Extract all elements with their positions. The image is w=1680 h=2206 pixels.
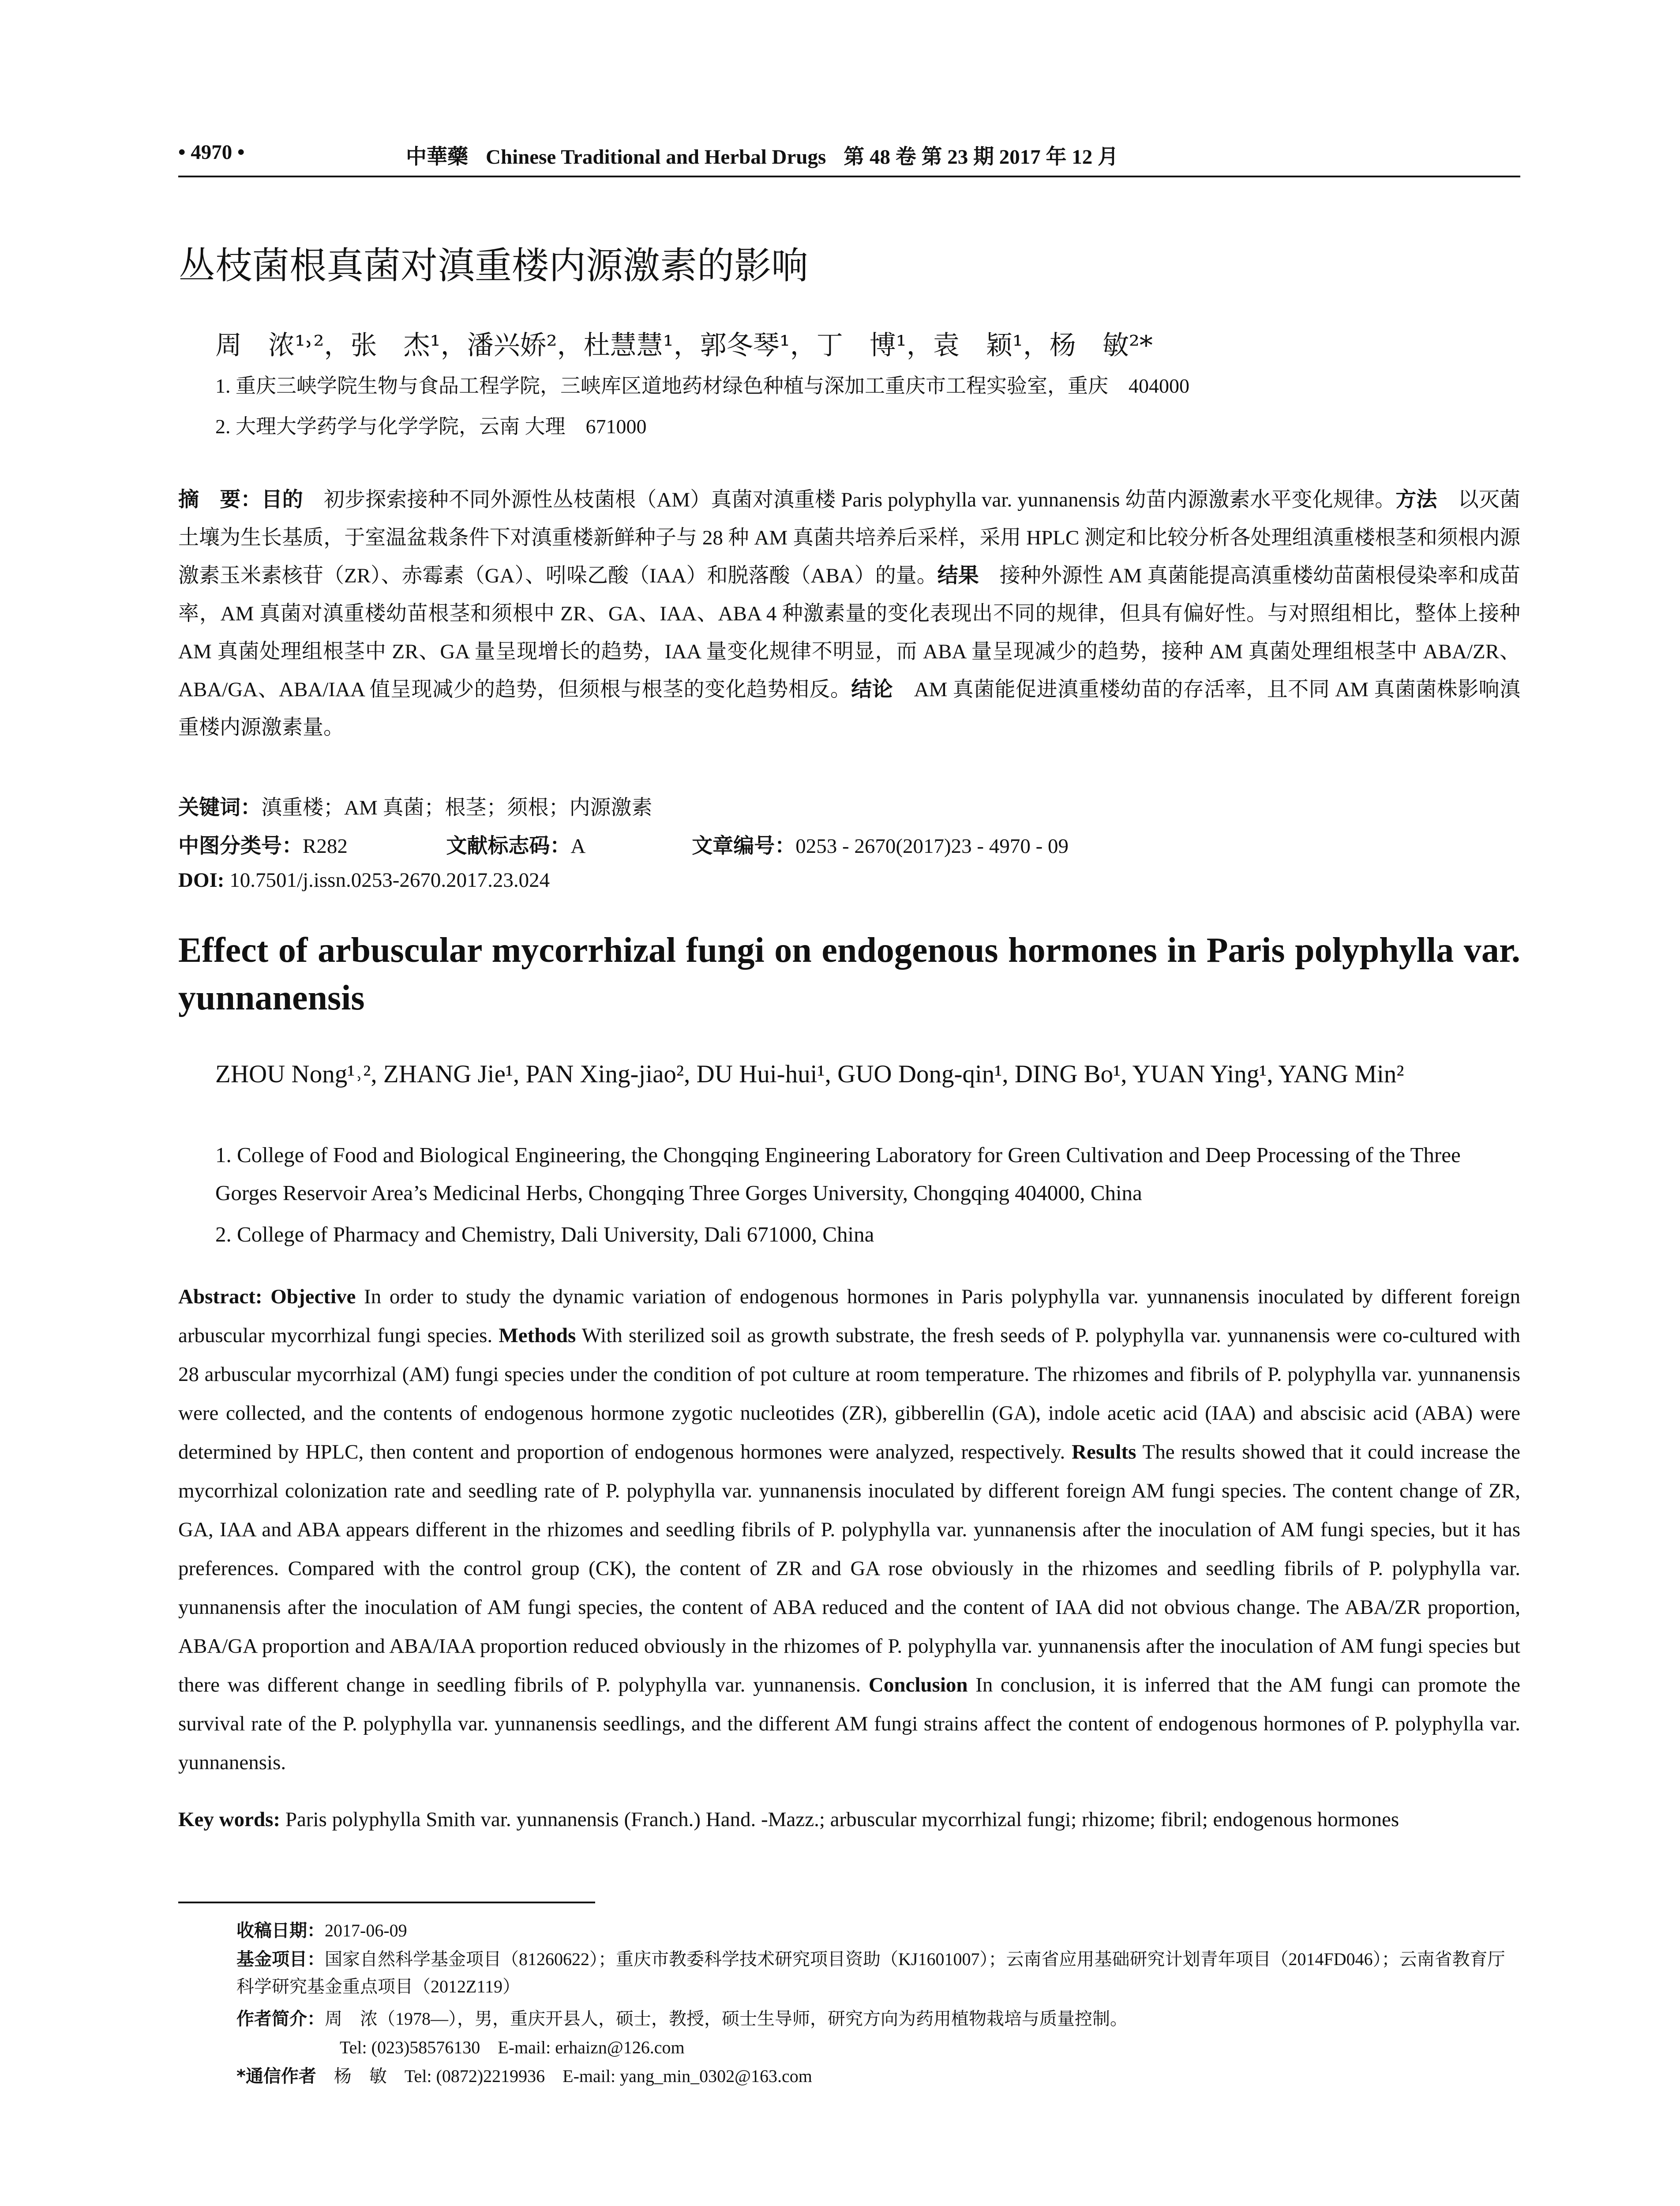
cn-keywords-label: 关键词： — [178, 795, 261, 820]
author-bio-label: 作者简介： — [236, 2009, 325, 2029]
en-keywords: Paris polyphylla Smith var. yunnanensis (Franch.) Hand. -Mazz.; arbuscular mycorrhizal fungi; rhizome; fibril; endogenous hormones — [280, 1808, 1399, 1831]
fund-text: 国家自然科学基金项目（81260622）；重庆市教委科学技术研究项目资助（KJ1601007）；云南省应用基础研究计划青年项目（2014FD046）；云南省教育厅科学研究基金重点项目（2012Z119） — [236, 1949, 1505, 1996]
cn-objective: 初步探索接种不同外源性丛枝菌根（AM）真菌对滇重楼 Paris polyphylla var. yunnanensis 幼苗内源激素水平变化规律。 — [303, 488, 1396, 511]
journal-issue: 第 48 卷 第 23 期 2017 年 12 月 — [844, 146, 1119, 169]
cn-keywords: 滇重楼；AM 真菌；根茎；须根；内源激素 — [261, 796, 652, 819]
cn-results: 接种外源性 AM 真菌能提高滇重楼幼苗菌根侵染率和成苗率，AM 真菌对滇重楼幼苗根茎和须根中 ZR、GA、IAA、ABA 4 种激素量的变化表现出不同的规律，但具有偏好性。与对照组相比，整体上接种 AM 真菌处理组根茎中 ZR、GA 量呈现增长的趋势，IAA 量变化规律不明显，而 ABA 量呈现减少的趋势，接种 AM 真菌处理组根茎中 ABA/ZR、ABA/GA、ABA/IAA 值呈现减少的趋势，但须根与根茎的变化趋势相反。 — [178, 564, 1521, 701]
author-contact: Tel: (023)58576130 E-mail: erhaizn@126.com — [340, 2037, 685, 2057]
author-bio: 周 浓（1978—），男，重庆开县人，硕士，教授，硕士生导师，研究方向为药用植物栽培与质量控制。 — [325, 2009, 1128, 2029]
en-title: Effect of arbuscular mycorrhizal fungi on endogenous hormones in Paris polyphylla var. yunnanensis — [178, 931, 1520, 1017]
cn-affiliation-1: 1. 重庆三峡学院生物与食品工程学院，三峡库区道地药材绿色种植与深加工重庆市工程实验室，重庆 404000 — [215, 375, 1189, 397]
cn-abstract — [178, 481, 1520, 747]
cn-methods: 以灭菌土壤为生长基质，于室温盆栽条件下对滇重楼新鲜种子与 28 种 AM 真菌共培养后采样，采用 HPLC 测定和比较分析各处理组滇重楼根茎和须根内源激素玉米素核苷（ZR）、赤霉素（GA）、吲哚乙酸（IAA）和脱落酸（ABA）的量。 — [178, 488, 1521, 587]
en-keywords-label: Key words: — [178, 1808, 281, 1831]
doc-code-value: A — [570, 835, 585, 858]
cn-conclusion-label: 结论 — [851, 677, 893, 702]
cn-methods-label: 方法 — [1395, 488, 1437, 512]
clc-value: R282 — [303, 835, 348, 858]
cn-conclusion: AM 真菌能促进滇重楼幼苗的存活率，且不同 AM 真菌菌株影响滇重楼内源激素量。 — [178, 678, 1521, 739]
doi-line — [178, 868, 550, 892]
cn-classification-line — [178, 829, 1069, 859]
fund-label: 基金项目： — [236, 1949, 325, 1970]
en-methods-label: Methods — [499, 1324, 576, 1347]
article-no-label: 文章编号： — [692, 834, 796, 858]
en-keywords-line — [178, 1800, 1520, 1839]
clc-label: 中图分类号： — [178, 834, 303, 858]
cn-authors: 周 浓¹˒²，张 杰¹，潘兴娇²，杜慧慧¹，郭冬琴¹，丁 博¹，袁 颖¹，杨 敏²* — [215, 330, 1153, 361]
en-authors: ZHOU Nong¹˒², ZHANG Jie¹, PAN Xing-jiao², DU Hui-hui¹, GUO Dong-qin¹, DING Bo¹, YUAN Ying¹, YANG Min² — [215, 1060, 1404, 1088]
en-methods: With sterilized soil as growth substrate, the fresh seeds of P. polyphylla var. yunnanensis were co-cultured with 28 arbuscular mycorrhizal (AM) fungi species under the condition of pot culture at room temperature. The rhizomes and fibrils of P. polyphylla var. yunnanensis were collected, and the contents of endogenous hormone zygotic nucleotides (ZR), gibberellin (GA), indole acetic acid (IAA) and abscisic acid (ABA) were determined by HPLC, then content and proportion of endogenous hormones were analyzed, respectively. — [178, 1324, 1520, 1463]
en-affiliation-2: 2. College of Pharmacy and Chemistry, Dali University, Dali 671000, China — [215, 1222, 874, 1246]
received-date: 2017-06-09 — [325, 1921, 407, 1940]
footnote-rule — [178, 1902, 595, 1903]
article-no-value: 0253 - 2670(2017)23 - 4970 - 09 — [795, 835, 1069, 858]
corresponding-text: 杨 敏 Tel: (0872)2219936 E-mail: yang_min_0302@163.com — [316, 2066, 812, 2086]
received-label: 收稿日期： — [236, 1921, 325, 1941]
page-number: • 4970 • — [178, 141, 245, 164]
footnote-fund — [236, 1946, 1520, 2000]
en-objective: In order to study the dynamic variation of endogenous hormones in Paris polyphylla var. yunnanensis inoculated by different foreign arbuscular mycorrhizal fungi species. — [178, 1285, 1520, 1347]
en-results-label: Results — [1072, 1441, 1136, 1463]
en-conclusion-label: Conclusion — [868, 1673, 968, 1696]
en-abstract-label: Abstract: Objective — [178, 1285, 356, 1308]
doi-label: DOI: — [178, 869, 225, 892]
cn-affiliation-2: 2. 大理大学药学与化学学院，云南 大理 671000 — [215, 415, 647, 438]
en-results: The results showed that it could increase the mycorrhizal colonization rate and seedling rate of P. polyphylla var. yunnanensis inoculated by different foreign AM fungi species. The content change of ZR, GA, IAA and ABA appears different in the rhizomes and seedling fibrils of P. polyphylla var. yunnanensis after the inoculation of AM fungi species, but it has preferences. Compared with the control group (CK), the content of ZR and GA rose obviously in the rhizomes and seedling fibrils of P. polyphylla var. yunnanensis after the inoculation of AM fungi species, the content of ABA reduced and the content of IAA did not obvious change. The ABA/ZR proportion, ABA/GA proportion and ABA/IAA proportion reduced obviously in the rhizomes of P. polyphylla var. yunnanensis after the inoculation of AM fungi species but there was different change in seedling fibrils of P. polyphylla var. yunnanensis. — [178, 1441, 1520, 1696]
doc-code-label: 文献标志码： — [446, 834, 571, 858]
en-conclusion: In conclusion, it is inferred that the AM fungi can promote the survival rate of the P. polyphylla var. yunnanensis seedlings, and the different AM fungi strains affect the content of endogenous hormones of P. polyphylla var. yunnanensis. — [178, 1673, 1520, 1774]
doi-value: 10.7501/j.issn.0253-2670.2017.23.024 — [224, 869, 550, 892]
footnote-corresponding — [236, 2063, 1520, 2090]
journal-name: Chinese Traditional and Herbal Drugs — [486, 146, 826, 169]
header-rule — [178, 176, 1520, 177]
cn-results-label: 结果 — [937, 563, 979, 588]
cn-keywords-line — [178, 791, 652, 821]
footnote-received — [236, 1917, 1520, 1944]
footnote-author — [236, 2005, 1520, 2033]
cn-title: 丛枝菌根真菌对滇重楼内源激素的影响 — [178, 244, 809, 287]
cn-objective-label: 目的 — [261, 488, 303, 512]
journal-brand: 中華藥 — [406, 145, 468, 169]
cn-abstract-label: 摘 要： — [178, 488, 262, 512]
journal-header — [406, 140, 1118, 170]
corresponding-label: *通信作者 — [236, 2066, 316, 2086]
en-affiliation-1: 1. College of Food and Biological Engineering, the Chongqing Engineering Laboratory for Green Cultivation and Deep Processing of the Three Gorges Reservoir Area’s Medicinal Herbs, Chongqing Three Gorges University, Chongqing 404000, China — [215, 1143, 1461, 1205]
en-abstract — [178, 1277, 1520, 1782]
